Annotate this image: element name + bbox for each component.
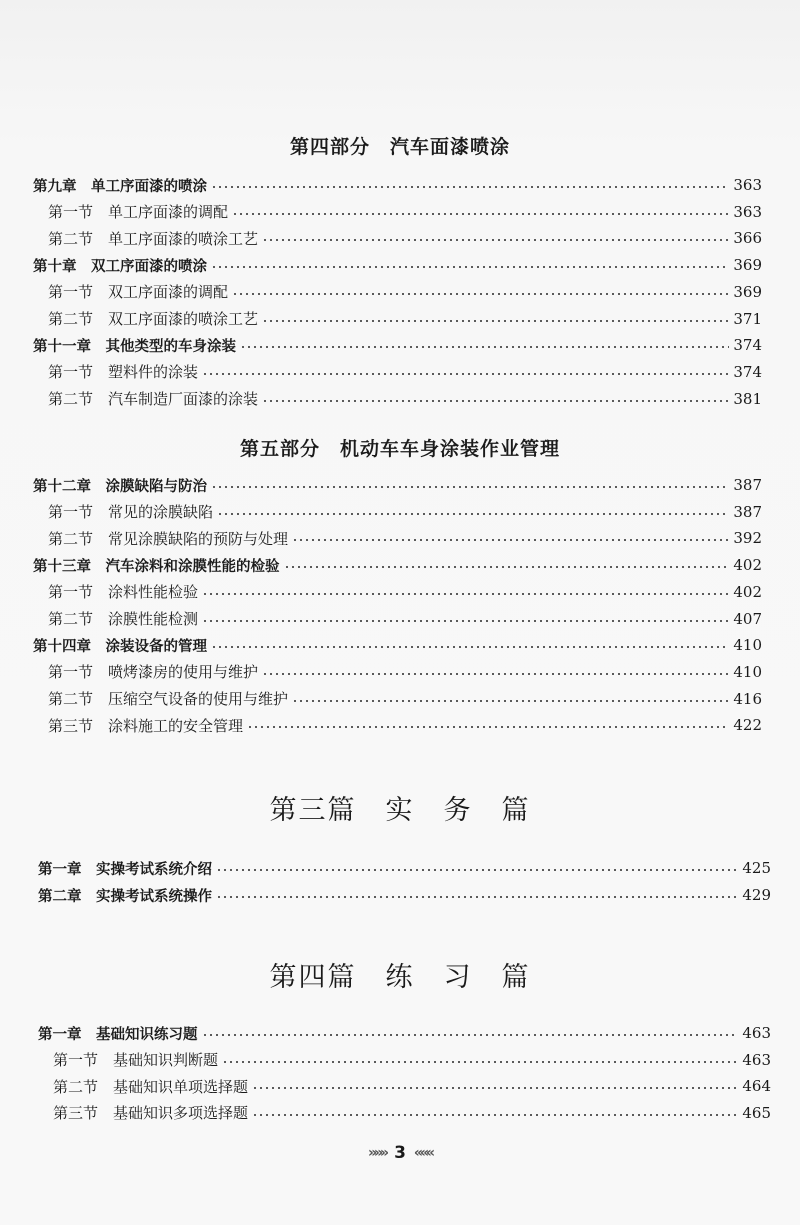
toc-section-row bbox=[48, 499, 762, 525]
dot-leader bbox=[292, 539, 729, 541]
pian3-title: 第三篇 实 务 篇 bbox=[269, 795, 531, 826]
toc-entry-label: 第十一章 其他类型的车身涂装 bbox=[33, 338, 236, 355]
dot-leader bbox=[252, 1087, 738, 1089]
toc-page-number: 416 bbox=[733, 689, 762, 708]
toc-entry-label: 第九章 单工序面漆的喷涂 bbox=[33, 178, 207, 195]
dot-leader bbox=[240, 346, 729, 348]
dot-leader bbox=[217, 513, 729, 515]
toc-page-number: 465 bbox=[742, 1103, 771, 1122]
toc-entry-label: 第二节 汽车制造厂面漆的涂装 bbox=[48, 390, 259, 409]
dot-leader bbox=[211, 646, 729, 648]
toc-page-number: 369 bbox=[733, 256, 762, 275]
toc-section-row bbox=[48, 225, 762, 251]
toc-entry-label: 第一章 实操考试系统介绍 bbox=[38, 861, 212, 878]
toc-page-number: 463 bbox=[742, 1050, 771, 1069]
toc-page-number: 363 bbox=[733, 176, 762, 194]
part4-title: 第四部分 汽车面漆喷涂 bbox=[289, 136, 510, 158]
toc-entry-label: 第二节 压缩空气设备的使用与维护 bbox=[48, 690, 289, 709]
toc-section-row bbox=[48, 606, 762, 632]
dot-leader bbox=[262, 239, 729, 241]
toc-entry-label: 第十三章 汽车涂料和涂膜性能的检验 bbox=[33, 558, 280, 575]
toc-page-number: 369 bbox=[733, 282, 762, 301]
toc-section-row bbox=[48, 579, 762, 605]
toc-entry-label: 第三节 涂料施工的安全管理 bbox=[48, 716, 244, 735]
dot-leader bbox=[222, 1061, 738, 1063]
toc-page-number: 464 bbox=[742, 1077, 771, 1095]
dot-leader bbox=[211, 186, 729, 188]
toc-section-row bbox=[48, 199, 762, 225]
toc-entry-label: 第一节 单工序面漆的调配 bbox=[48, 203, 229, 222]
dot-leader bbox=[211, 266, 729, 268]
toc-chapter-row bbox=[33, 632, 762, 658]
toc-page-number: 387 bbox=[733, 502, 762, 521]
toc-section-row bbox=[53, 1073, 771, 1099]
toc-entry-label: 第二节 涂膜性能检测 bbox=[48, 610, 199, 628]
toc-section-row bbox=[48, 686, 762, 712]
toc-section-row bbox=[48, 386, 762, 412]
dot-leader bbox=[216, 869, 738, 871]
toc-page-number: 410 bbox=[733, 662, 762, 681]
dot-leader bbox=[232, 293, 729, 295]
toc-page-number: 374 bbox=[733, 336, 762, 355]
dot-leader bbox=[232, 213, 729, 215]
dot-leader bbox=[202, 1034, 739, 1036]
toc-entry-label: 第一节 双工序面漆的调配 bbox=[48, 283, 229, 302]
toc-page-number: 363 bbox=[733, 202, 762, 221]
toc-entry-label: 第二节 单工序面漆的喷涂工艺 bbox=[48, 229, 259, 248]
dot-leader bbox=[284, 566, 730, 568]
toc-section-row bbox=[48, 659, 762, 685]
page-footer bbox=[0, 1143, 800, 1163]
toc-entry-label: 第一节 基础知识判断题 bbox=[53, 1051, 219, 1069]
dot-leader bbox=[247, 726, 729, 728]
toc-entry-label: 第三节 基础知识多项选择题 bbox=[53, 1104, 249, 1122]
dot-leader bbox=[262, 400, 729, 402]
toc-section-row bbox=[48, 306, 762, 332]
toc-chapter-row bbox=[33, 252, 762, 278]
dot-leader bbox=[202, 373, 729, 375]
toc-entry-label: 第一节 喷烤漆房的使用与维护 bbox=[48, 663, 259, 682]
toc-entry-label: 第二章 实操考试系统操作 bbox=[38, 888, 212, 905]
toc-section-row bbox=[48, 525, 762, 551]
toc-chapter-row bbox=[33, 552, 762, 578]
toc-page-number: 463 bbox=[742, 1024, 771, 1042]
toc-section-row bbox=[48, 712, 762, 738]
toc-chapter-row bbox=[33, 332, 762, 358]
dot-leader bbox=[216, 896, 738, 898]
toc-entry-label: 第二节 双工序面漆的喷涂工艺 bbox=[48, 310, 259, 328]
toc-page-number: 425 bbox=[742, 859, 771, 877]
toc-page-number: 402 bbox=[733, 556, 762, 575]
toc-chapter-row bbox=[33, 172, 762, 198]
toc-page-number: 381 bbox=[733, 389, 762, 408]
pian4-title: 第四篇 练 习 篇 bbox=[269, 962, 531, 993]
toc-entry-label: 第一章 基础知识练习题 bbox=[38, 1026, 198, 1043]
toc-page-number: 429 bbox=[742, 886, 771, 904]
page-number: 3 bbox=[394, 1143, 406, 1163]
toc-page-number: 371 bbox=[733, 309, 762, 328]
toc-page-number: 410 bbox=[733, 636, 762, 655]
toc-page-number: 422 bbox=[733, 716, 762, 735]
toc-chapter-row bbox=[38, 855, 771, 881]
toc-entry-label: 第二节 基础知识单项选择题 bbox=[53, 1077, 249, 1096]
toc-entry-label: 第十四章 涂装设备的管理 bbox=[33, 638, 207, 655]
chevron-left-ornament-icon: ««« bbox=[413, 1145, 433, 1161]
toc-page-number: 387 bbox=[733, 476, 762, 494]
toc-chapter-row bbox=[33, 472, 762, 498]
toc-section-row bbox=[48, 279, 762, 305]
toc-section-row bbox=[53, 1047, 771, 1073]
toc-chapter-row bbox=[38, 882, 771, 908]
part5-title: 第五部分 机动车车身涂装作业管理 bbox=[239, 438, 560, 460]
toc-section-row bbox=[53, 1100, 771, 1126]
toc-entry-label: 第十二章 涂膜缺陷与防治 bbox=[33, 478, 207, 495]
dot-leader bbox=[292, 700, 729, 702]
dot-leader bbox=[202, 593, 729, 595]
dot-leader bbox=[262, 673, 729, 675]
toc-entry-label: 第十章 双工序面漆的喷涂 bbox=[33, 258, 207, 275]
dot-leader bbox=[202, 620, 729, 622]
toc-page-number: 392 bbox=[733, 529, 762, 548]
toc-chapter-row bbox=[38, 1020, 771, 1046]
dot-leader bbox=[262, 320, 729, 322]
toc-entry-label: 第一节 常见的涂膜缺陷 bbox=[48, 503, 214, 522]
toc-entry-label: 第一节 塑料件的涂装 bbox=[48, 363, 199, 382]
toc-page-number: 374 bbox=[733, 362, 762, 381]
toc-section-row bbox=[48, 359, 762, 385]
chevron-right-ornament-icon: »»» bbox=[367, 1145, 387, 1161]
dot-leader bbox=[252, 1114, 738, 1116]
toc-entry-label: 第二节 常见涂膜缺陷的预防与处理 bbox=[48, 529, 289, 548]
toc-entry-label: 第一节 涂料性能检验 bbox=[48, 583, 199, 602]
dot-leader bbox=[211, 486, 729, 488]
toc-page-number: 366 bbox=[733, 229, 762, 248]
toc-page-number: 407 bbox=[733, 609, 762, 628]
toc-page-number: 402 bbox=[733, 582, 762, 601]
